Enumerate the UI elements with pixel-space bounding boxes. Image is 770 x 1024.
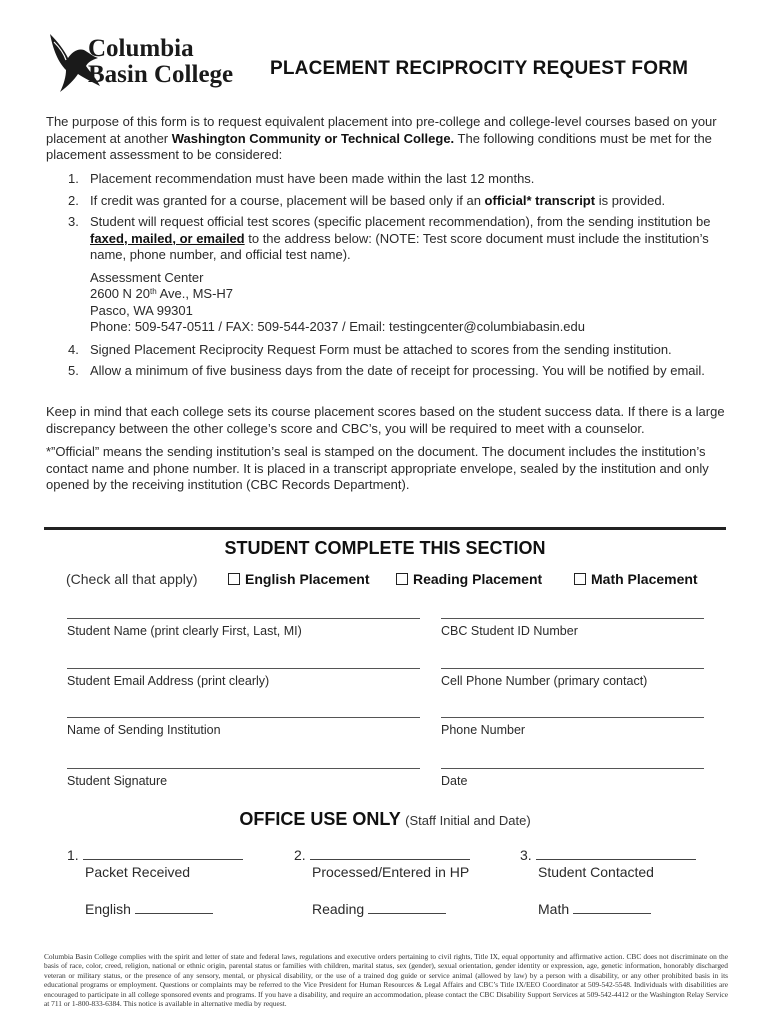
student-email-field[interactable] xyxy=(67,668,420,688)
condition-text: If credit was granted for a course, placement will be based only if an xyxy=(90,192,485,208)
address-street: 2600 N 20 xyxy=(90,286,150,301)
condition-3 xyxy=(46,214,726,336)
input-line[interactable] xyxy=(441,668,704,669)
field-label: CBC Student ID Number xyxy=(441,624,578,638)
office-english xyxy=(85,901,213,917)
office-title-sub: (Staff Initial and Date) xyxy=(405,813,531,828)
option-label: Math Placement xyxy=(591,571,698,587)
step-number: 2. xyxy=(294,847,306,863)
condition-number: 2. xyxy=(68,192,79,208)
keep-in-mind-note: Keep in mind that each college sets its course placement scores based on the student success data. If there is a large discrepancy between the other college’s score and CBC’s, you will be required to meet with a counselor. xyxy=(46,404,725,436)
math-checkbox[interactable] xyxy=(574,573,586,585)
intro-paragraph xyxy=(46,114,726,164)
condition-text: Signed Placement Reciprocity Request Form must be attached to scores from the sending institution. xyxy=(90,341,672,357)
office-step-3 xyxy=(520,847,696,863)
field-label: Student Signature xyxy=(67,774,168,788)
conditions-list xyxy=(46,171,726,385)
placement-checkboxes xyxy=(0,571,770,591)
processed-entered-label: Processed/Entered in HP xyxy=(312,864,470,880)
math-label: Math xyxy=(538,901,570,917)
logo-line-2: Basin College xyxy=(88,61,234,88)
step-number: 1. xyxy=(67,847,79,863)
input-line[interactable] xyxy=(67,717,420,718)
office-reading xyxy=(312,901,446,917)
college-logo xyxy=(44,28,259,100)
condition-text: Student will request official test scores (specific placement recommendation), from the sending institution be xyxy=(90,214,711,229)
math-blank[interactable] xyxy=(573,901,651,914)
input-line[interactable] xyxy=(441,717,704,718)
address-line-3: Pasco, WA 99301 xyxy=(90,302,193,318)
condition-2 xyxy=(46,193,726,210)
packet-received-label: Packet Received xyxy=(85,864,191,880)
section-divider xyxy=(44,527,726,530)
condition-number: 4. xyxy=(68,341,79,357)
option-label: English Placement xyxy=(245,571,370,587)
address-line-1: Assessment Center xyxy=(90,269,204,285)
institution-phone-field[interactable] xyxy=(441,717,704,737)
english-checkbox[interactable] xyxy=(228,573,240,585)
official-transcript-bold: official* transcript xyxy=(484,192,596,208)
assessment-center-address xyxy=(90,270,726,336)
cell-phone-field[interactable] xyxy=(441,668,704,688)
student-section-title: STUDENT COMPLETE THIS SECTION xyxy=(224,538,546,558)
office-step-1 xyxy=(67,847,243,863)
input-line[interactable] xyxy=(67,668,420,669)
student-contacted-blank[interactable] xyxy=(536,847,696,860)
condition-number: 1. xyxy=(68,171,79,186)
condition-text: Allow a minimum of five business days from the date of receipt for processing. You will be notified by email. xyxy=(90,363,705,378)
field-label: Phone Number xyxy=(441,723,526,737)
address-superscript: th xyxy=(150,287,157,296)
address-line-2 xyxy=(90,286,726,303)
condition-text: Placement recommendation must have been made within the last 12 months. xyxy=(90,171,535,186)
step-number: 3. xyxy=(520,847,532,863)
reading-label: Reading xyxy=(312,901,365,917)
field-label: Student Email Address (print clearly) xyxy=(67,674,270,688)
sending-institution-field[interactable] xyxy=(67,717,420,737)
field-label: Name of Sending Institution xyxy=(67,723,221,737)
condition-number: 5. xyxy=(68,363,79,378)
condition-4 xyxy=(46,342,726,359)
input-line[interactable] xyxy=(441,768,704,769)
intro-text-2: The following conditions must be met for the placement assessment to be considered: xyxy=(46,130,712,162)
office-title-main: OFFICE USE ONLY xyxy=(239,809,401,829)
intro-text-1: The purpose of this form is to request equivalent placement into pre-college and college-level courses based on your placement at another xyxy=(46,114,717,146)
office-step-2 xyxy=(294,847,470,863)
notes-block xyxy=(46,404,726,501)
condition-text: to the address below: (NOTE: Test score document must include the institution’s name, phone number, and official test name). xyxy=(90,230,709,262)
faxed-mailed-emailed: faxed, mailed, or emailed xyxy=(90,230,245,246)
logo-line-1: Columbia xyxy=(88,35,194,62)
office-use-title xyxy=(0,809,770,830)
student-name-field[interactable] xyxy=(67,618,420,638)
processed-blank[interactable] xyxy=(310,847,470,860)
intro-bold: Washington Community or Technical College. xyxy=(171,130,455,146)
address-street-suffix: Ave., MS-H7 xyxy=(156,286,234,301)
official-definition-note: *”Official” means the sending institution’s seal is stamped on the document. The document includes the institution’s contact name and phone number. It is placed in a transcript appropriate envelope, sealed by the institution and only opened by the receiving institution (CBC Records Department). xyxy=(46,444,709,492)
input-line[interactable] xyxy=(67,618,420,619)
condition-5 xyxy=(46,363,726,380)
input-line[interactable] xyxy=(441,618,704,619)
field-label: Cell Phone Number (primary contact) xyxy=(441,674,648,688)
packet-received-blank[interactable] xyxy=(83,847,243,860)
address-contact: Phone: 509-547-0511 / FAX: 509-544-2037 / Email: testingcenter@columbiabasin.edu xyxy=(90,319,585,334)
form-title: PLACEMENT RECIPROCITY REQUEST FORM xyxy=(270,58,689,79)
office-math xyxy=(538,901,651,917)
field-label: Date xyxy=(441,774,468,788)
reading-placement-option[interactable] xyxy=(396,571,542,587)
condition-1 xyxy=(46,171,726,188)
student-contacted-label: Student Contacted xyxy=(538,864,654,880)
field-label: Student Name (print clearly First, Last, MI) xyxy=(67,624,302,638)
reading-checkbox[interactable] xyxy=(396,573,408,585)
logo-wordmark xyxy=(88,36,233,88)
reading-blank[interactable] xyxy=(368,901,446,914)
student-signature-field[interactable] xyxy=(67,768,420,788)
nondiscrimination-footer: Columbia Basin College complies with the spirit and letter of state and federal laws, regulations and executive orders pertaining to civil rights, Title IX, equal opportunity and affirmative action. CBC does not discriminate on the basis of race, color, creed, religion, national or ethnic origin, parental status or families with children, marital status, sex (gender), sexual orientation, gender identity or expression, age, genetic information, honorably discharged veteran or military status, or the presence of any sensory, mental, or physical disability, or the use of a trained dog guide or service animal (allowed by law) by a person with a disability, or any other prohibited basis in its educational programs or employment. Questions or complaints may be referred to the Vice President for Human Resources & Legal Affairs and CBC’s Title IX/EEO Coordinator at 509-542-5548. Individuals with disabilities are encouraged to participate in all college sponsored events and programs. If you have a disability, and require an accommodation, please contact the CBC Disability Support Services at 509-542-4412 or the Washington Relay Service at 711 or 1-800-833-6384. This notice is available in alternative media by request. xyxy=(44,952,728,1009)
check-prompt: (Check all that apply) xyxy=(66,571,198,587)
english-blank[interactable] xyxy=(135,901,213,914)
english-label: English xyxy=(85,901,131,917)
english-placement-option[interactable] xyxy=(228,571,369,587)
condition-text: is provided. xyxy=(595,192,666,208)
student-id-field[interactable] xyxy=(441,618,704,638)
condition-number: 3. xyxy=(68,214,79,229)
input-line[interactable] xyxy=(67,768,420,769)
date-field[interactable] xyxy=(441,768,704,788)
math-placement-option[interactable] xyxy=(574,571,698,587)
option-label: Reading Placement xyxy=(413,571,543,587)
